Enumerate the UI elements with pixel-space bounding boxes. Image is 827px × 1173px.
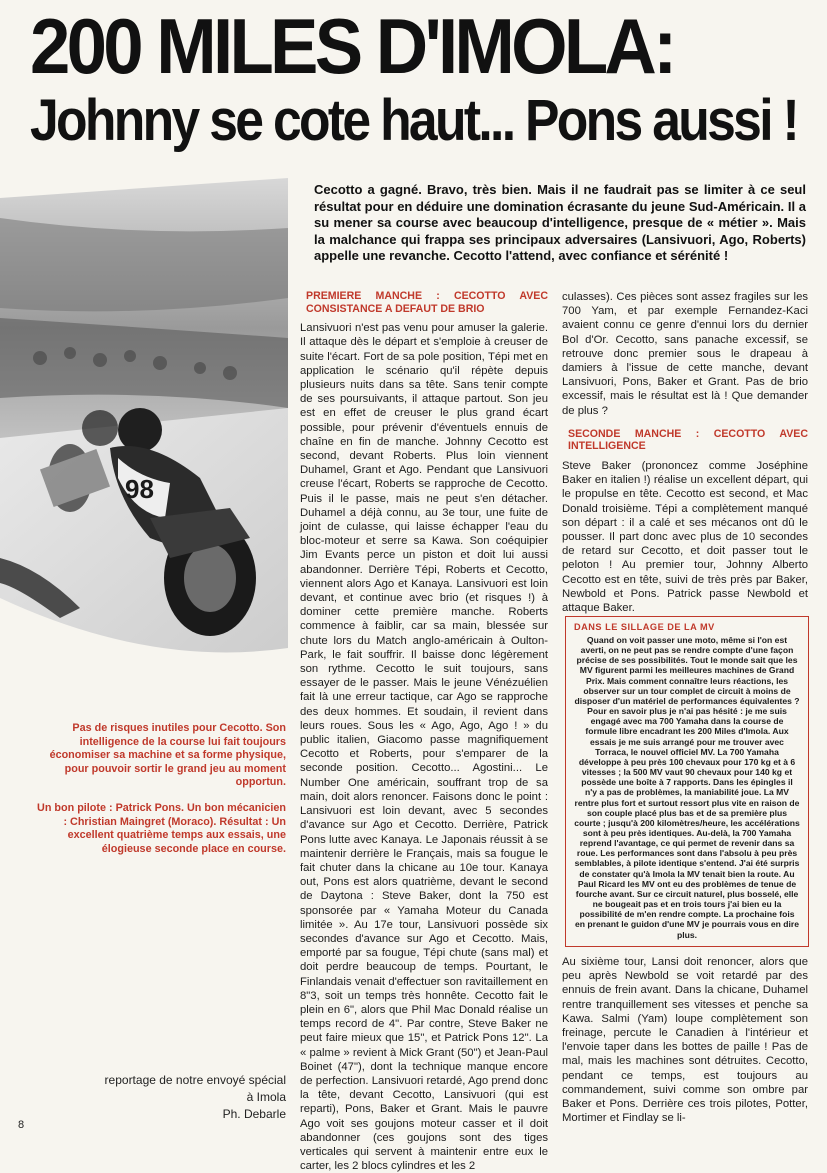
page-number: 8 <box>18 1119 25 1131</box>
caption-pons: Un bon pilote : Patrick Pons. Un bon mécanicien : Christian Maingret (Moraco). Résultat : Un excellent quatrième temps aux essais, une élogieuse seconde place en course. <box>37 801 286 855</box>
intro-paragraph: Cecotto a gagné. Bravo, très bien. Mais il ne faudrait pas se limiter à ce seul résultat pour en déduire une domination écrasante du jeune Sud-Américain. Il a su mener sa course avec beaucoup d'intelligence, presque de « métier ». Mais la malchance qui frappa ses principaux adversaires (Lansivuori, Ago, Roberts) appelle une revanche. Cecotto l'attend, avec confiance et sérénité ! <box>314 182 806 263</box>
photo-captions <box>36 722 286 868</box>
section-heading-seconde-manche: SECONDE MANCHE : CECOTTO AVEC INTELLIGENCE <box>568 427 808 453</box>
column-3 <box>562 955 808 1125</box>
section-heading-premiere-manche: PREMIERE MANCHE : CECOTTO AVEC CONSISTANCE A DEFAUT DE BRIO <box>306 290 548 315</box>
caption-cecotto: Pas de risques inutiles pour Cecotto. Son intelligence de la course lui fait toujours économiser sa machine et sa forme physique, pour pouvoir sortir le grand jeu au moment opportun. <box>49 722 286 789</box>
headline-subtitle: Johnny se cote haut... Pons aussi ! <box>30 88 798 153</box>
race-photo <box>0 178 288 678</box>
column-1 <box>300 290 548 1173</box>
headline-title: 200 MILES D'IMOLA: <box>30 2 674 90</box>
sidebar-box-mv <box>565 616 809 947</box>
column-3-text: Au sixième tour, Lansi doit renoncer, alors que peu après Newbold se voit retardé par des ennuis de frein avant. Dans la chicane, Duhamel rentre tranquillement ses vitesses et penche sa Kawa. Salmi (Yam) loupe complètement son freinage, percute le Canadien à l'intérieur et l'envoie taper dans les bottes de paille ! Pas de mal, mais les machines sont détruites. Cecotto, pendant ce temps, est toujours au commandement, suivi comme son ombre par Baker et Pons. Derrière ces trois pilotes, Potter, Mortimer et Findlay se li- <box>562 956 808 1125</box>
report-credit <box>40 1072 286 1123</box>
column-2 <box>562 290 808 615</box>
credit-line-1: reportage de notre envoyé spécial <box>104 1073 286 1087</box>
column-2-text: culasses). Ces pièces sont assez fragiles sur les 700 Yam, et par exemple Fernandez-Kaci avaient connu ce genre d'ennui lors du dernier Bol d'Or. Cecotto, sans panache excessif, se retrouve donc premier sous le drapeau à damiers à l'issue de cette manche, devant Lansivuori, Pons, Baker et Grant. Pas de brio excessif, mais le résultat est là ! Que demander de plus ? <box>562 291 808 417</box>
sidebar-title: DANS LE SILLAGE DE LA MV <box>574 622 715 632</box>
section-body-premiere-manche: Lansivuori n'est pas venu pour amuser la galerie. Il attaque dès le départ et s'emploie à creuser de suite l'écart. Fort de sa pole position, Tépi met en application le scénario qu'il répète depuis plusieurs nuits dans sa tête. Sans tenir compte de ses poursuivants, il attaque partout. Son jeu est en effet de creuser le plus grand écart possible, pour prévenir d'éventuels ennuis de chaîne en fin de manche. Johnny Cecotto est second, devant Roberts. Plus loin viennent Duhamel, Grant et Ago. Pendant que Lansivuori creuse l'écart, Roberts se rapproche de Cecotto. Puis il le passe, mais ne peut s'en détacher. Duhamel a déjà connu, au 3e tour, une fuite de joint de culasse, qui laisse échapper l'eau du bloc-moteur et serre sa Kawa. Son coéquipier Jim Evants perce un piston et doit lui aussi abandonner. Derrière Tépi, Roberts et Cecotto, viennent alors Ago et Kanaya. Lansivuori est loin devant, et continue avec brio (et risques !) à dominer cette première manche. Roberts commence à faiblir, car sa main, blessée sur chute lors du Match anglo-américain à Oulton-Park, le fait souffrir. Il baisse donc légèrement son rythme. Cecotto le suit toujours, sans essayer de le passer. Mais le jeune Vénézuélien fait là une erreur tactique, car Ago se rapproche des deux hommes. Et soudain, il revient dans leurs roues. Sous les « Ago, Ago, Ago ! » du public italien, Giacomo passe magnifiquement Cecotto et Roberts, pour s'emparer de la seconde position. Cecotto... Agostini... Le Number One américain, souffrant trop de sa main, doit alors renoncer. Faisons donc le point : Lansivuori est loin devant, avec 5 secondes d'avance sur Ago et Cecotto. Derrière, Patrick Pons lutte avec Kanaya. Le Japonais réussit à se maintenir derrière le Français, mais sa fougue le fait chuter dans la chicane au 10e tour. Kanaya out, Pons est alors quatrième, devant le second de Daytona : Steve Baker, dont la 750 est sponsorée par « Yamaha Moteur du Canada limitée ». Au 17e tour, Lansivuori possède six secondes d'avance sur Ago et Cecotto. Mais, emporté par sa fougue, Tépi chute (sans mal) et doit perdre beaucoup de temps. Pourtant, le Finlandais venait d'effectuer son ravitaillement en 8"3, soit un temps très honnête. Cecotto fait le plein en 6", alors que Phil Mac Donald réalise un temps record de 4". Par contre, Steve Baker ne peut faire mieux que 15", et Patrick Pons 12". La « palme » revient à Mick Grant (50") et Jean-Paul Boinet (47"), dont la technique manque encore de perfection. Lansivuori retardé, Ago prend donc la tête, devant Cecotto, Lansivuori (qui est reparti), Pons, Baker et Grant. Mais le pauvre Ago voit ses goujons moteur casser et il doit abandonner (ces goujons sont des tiges verticales qui servent à maintenir entre eux le carter, les 2 blocs cylindres et les 2 <box>300 322 548 1173</box>
sidebar-text: Quand on voit passer une moto, même si l'on est averti, on ne peut pas se rendre compte d'une façon précise de ses possibilités. Tout le monde sait que les MV figurent parmi les meilleures machines de Grand Prix. Mais comment connaître leurs réactions, les observer sur un tour complet de circuit à moins de disposer d'un matériel de performances équivalentes ? Pour en savoir plus je n'ai pas hésité : je me suis engagé avec ma 700 Yamaha dans la course de formule libre encadrant les 200 Miles d'Imola. Aux essais je me suis arrangé pour me trouver avec Torraca, le nouvel officiel MV. La 700 Yamaha développe à peu près 100 chevaux pour 170 kg et à 6 vitesses ; la 500 MV vaut 90 chevaux pour 140 kg et possède une boîte à 7 rapports. Dans les épingles il n'y a pas de problèmes, la maniabilité joue. La MV rentre plus fort et surtout ressort plus vite en raison de son couple placé plus bas et de sa première plus courte ; jusqu'à 200 kilomètres/heure, les accélérations sont à peu près identiques. Au-delà, la 700 Yamaha reprend l'avantage, ce qui permet de revenir dans sa roue. Les performances sont dans l'absolu à peu près semblables, à pilote identique s'entend. J'ai été surpris de constater qu'à Imola la MV tenait bien la route. Au Paul Ricard les MV ont eu des problèmes de tenue de fourche avant. Sur ce circuit naturel, plus bosselé, elle ne bougeait pas et en trois tours j'ai bien eu la possibilité de m'en rendre compte. La prochaine fois en prenant le guidon d'une MV je pourrais vous en dire plus. <box>574 635 800 940</box>
svg-text:98: 98 <box>125 474 154 504</box>
credit-line-2: à Imola <box>246 1090 286 1104</box>
section-body-seconde-manche: Steve Baker (prononcez comme Joséphine Baker en italien !) réalise un excellent départ, qui le propulse en tête. Cecotto est second, et Mac Donald troisième. Tépi a complètement manqué son départ : il a calé et ses mécanos ont dû le pousser. Il part donc avec plus de 10 secondes de retard sur Cecotto, et doit passer tout le peloton ! Au premier tour, Johnny Alberto Cecotto est en tête, suivi de très près par Baker, Newbold et Pons. Patrick passe Newbold et attaque Baker. <box>562 460 808 615</box>
credit-line-3: Ph. Debarle <box>222 1107 286 1121</box>
